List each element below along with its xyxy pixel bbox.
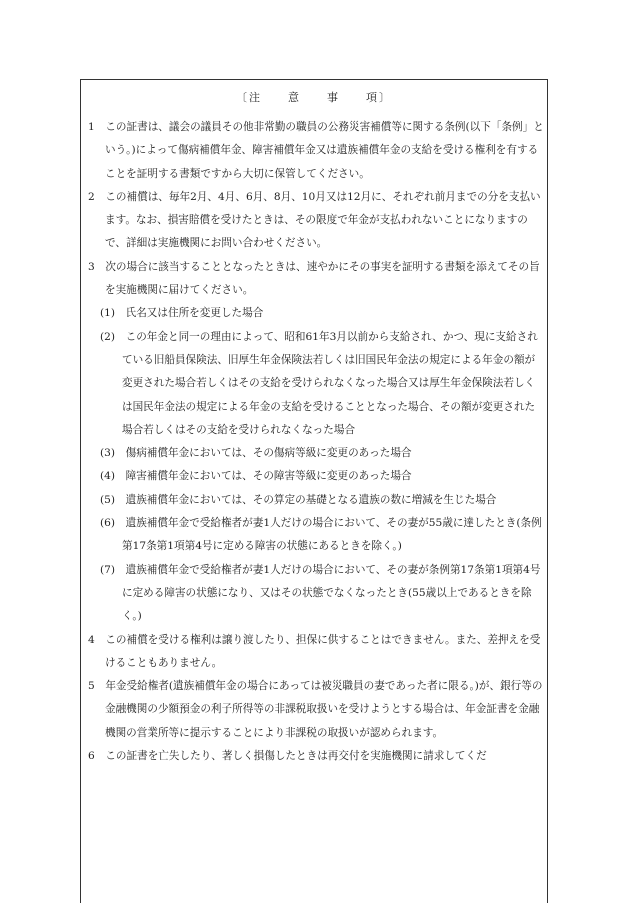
sub-number: (2) bbox=[100, 330, 116, 343]
sub-item-4 bbox=[88, 465, 545, 488]
note-item-6 bbox=[88, 745, 545, 768]
sub-number: (7) bbox=[100, 563, 116, 576]
note-text: この補償は、毎年2月、4月、6月、8月、10月又は12月に、それぞれ前月までの分を支払います。なお、損害賠償を受けたときは、その限度で年金が支払われないことになりますので、詳細は実施機関にお問い合わせください。 bbox=[105, 190, 541, 250]
notes-body bbox=[88, 116, 545, 768]
note-text: この証書は、議会の議員その他非常勤の職員の公務災害補償等に関する条例(以下「条例」という。)によって傷病補償年金、障害補償年金又は遺族補償年金の支給を受ける権利を有することを証明する書類ですから大切に保管してください。 bbox=[105, 121, 544, 180]
note-number: 5 bbox=[88, 680, 95, 693]
sub-text: この年金と同一の理由によって、昭和61年3月以前から支給され、かつ、現に支給されている旧船員保険法、旧厚生年金保険法若しくは旧国民年金法の規定による年金の額が変更された場合若しくはその支給を受けられなくなった場合又は厚生年金保険法若しくは国民年金法の規定による年金の支給を受けることとなった場合、その額が変更された場合若しくはその支給を受けられなくなった場合 bbox=[122, 330, 538, 436]
sub-item-2 bbox=[88, 326, 545, 442]
sub-number: (3) bbox=[100, 447, 116, 460]
note-number: 2 bbox=[88, 190, 95, 203]
note-number: 1 bbox=[88, 121, 95, 133]
sub-item-5 bbox=[88, 489, 545, 512]
sub-number: (4) bbox=[100, 470, 116, 483]
note-item-2 bbox=[88, 186, 545, 256]
sub-item-3 bbox=[88, 442, 545, 465]
note-number: 6 bbox=[88, 750, 95, 763]
notes-frame bbox=[80, 79, 548, 903]
sub-item-7 bbox=[88, 559, 545, 629]
sub-text: 遺族補償年金においては、その算定の基礎となる遺族の数に増減を生じた場合 bbox=[125, 493, 497, 506]
note-text: 次の場合に該当することとなったときは、速やかにその事実を証明する書類を添えてその旨を実施機関に届けてください。 bbox=[105, 260, 540, 297]
sub-text: 遺族補償年金で受給権者が妻1人だけの場合において、その妻が55歳に達したとき(条例第17条第1項第4号に定める障害の状態にあるときを除く。) bbox=[122, 517, 542, 553]
sub-text: 氏名又は住所を変更した場合 bbox=[125, 307, 264, 320]
note-item-5 bbox=[88, 675, 545, 745]
note-number: 3 bbox=[88, 260, 95, 273]
note-text: この証書を亡失したり、著しく損傷したときは再交付を実施機関に請求してくだ bbox=[105, 750, 487, 763]
note-text: この補償を受ける権利は譲り渡したり、担保に供することはできません。また、差押えを受けることもありません。 bbox=[105, 633, 541, 669]
sub-text: 傷病補償年金においては、その傷病等級に変更のあった場合 bbox=[125, 447, 412, 460]
note-number: 4 bbox=[88, 633, 95, 646]
sub-text: 遺族補償年金で受給権者が妻1人だけの場合において、その妻が条例第17条第1項第4号に定める障害の状態になり、又はその状態でなくなったとき(55歳以上であるときを除く。) bbox=[122, 563, 541, 623]
note-text: 年金受給権者(遺族補償年金の場合にあっては被災職員の妻であった者に限る。)が、銀行等の金融機関の少額預金の利子所得等の非課税取扱いを受けようとする場合は、年金証書を金融機関の営業所等に提示することにより非課税の取扱いが認められます。 bbox=[105, 680, 543, 739]
note-item-3 bbox=[88, 256, 545, 303]
sub-number: (1) bbox=[100, 307, 116, 320]
sub-number: (6) bbox=[100, 517, 116, 530]
sub-text: 障害補償年金においては、その障害等級に変更のあった場合 bbox=[125, 470, 412, 483]
notes-title: 〔注 意 事 項〕 bbox=[236, 91, 392, 104]
note-item-1 bbox=[88, 116, 545, 186]
note-item-4 bbox=[88, 629, 545, 676]
sub-item-1 bbox=[88, 302, 545, 325]
sub-number: (5) bbox=[100, 493, 116, 506]
sub-item-6 bbox=[88, 512, 545, 559]
